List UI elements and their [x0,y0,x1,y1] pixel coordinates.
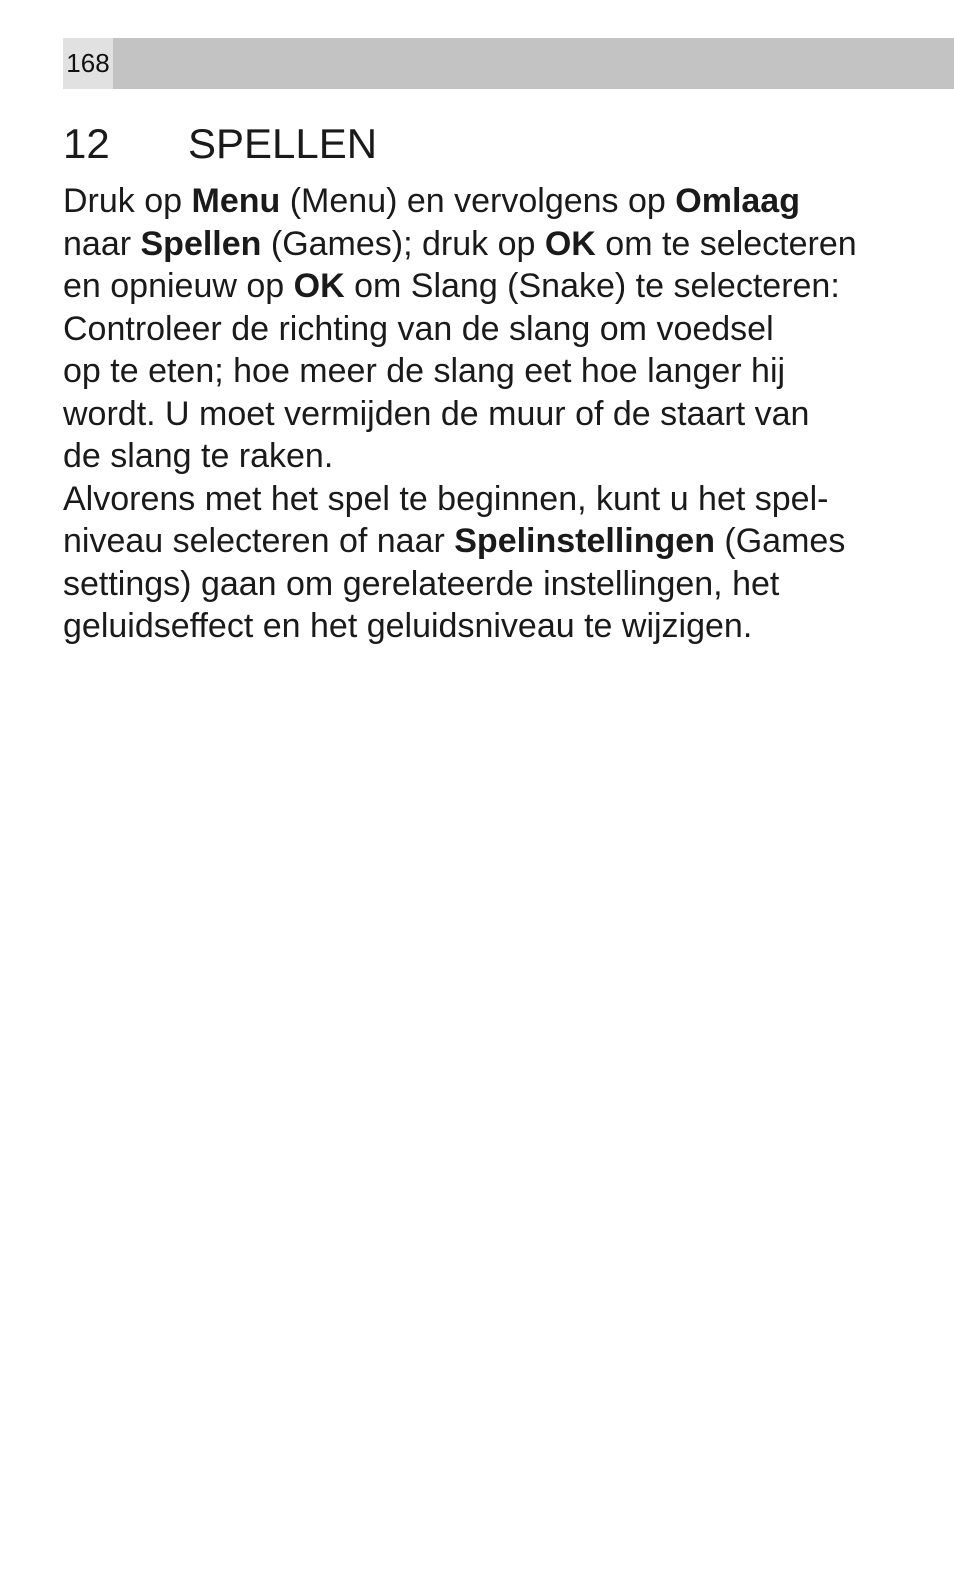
text-line: de slang te raken. [63,437,334,475]
body-text [63,180,943,648]
text-line: naar Spellen (Games); druk op OK om te selecteren [63,224,857,263]
page-number: 168 [63,38,113,89]
section-title: SPELLEN [188,120,378,167]
key-label-omlaag: Omlaag [675,182,800,220]
text-line: Alvorens met het spel te beginnen, kunt u het spel- [63,479,829,518]
text-line: geluidseffect en het geluidsniveau te wijzigen. [63,607,753,645]
text-line: op te eten; hoe meer de slang eet hoe langer hij [63,352,786,390]
text-line: niveau selecteren of naar Spelinstellingen (Games [63,522,846,560]
paragraph-instructions [63,180,943,478]
section-heading [63,118,377,170]
section-number: 12 [63,120,110,167]
text-line: en opnieuw op OK om Slang (Snake) te selecteren: [63,267,840,305]
key-label-ok: OK [544,224,596,263]
menu-label-spelinstellingen: Spelinstellingen [454,522,715,560]
menu-label-spellen: Spellen [140,224,262,263]
paragraph-settings [63,478,943,648]
key-label-ok-2: OK [293,267,345,305]
text-line: Controleer de richting van de slang om voedsel [63,309,774,348]
page-header-bar [63,38,954,89]
text-line: wordt. U moet vermijden de muur of de staart van [63,394,810,433]
text-line: Druk op Menu (Menu) en vervolgens op Omlaag [63,182,800,220]
text-line: settings) gaan om gerelateerde instellingen, het [63,564,780,603]
key-label-menu: Menu [191,182,281,220]
